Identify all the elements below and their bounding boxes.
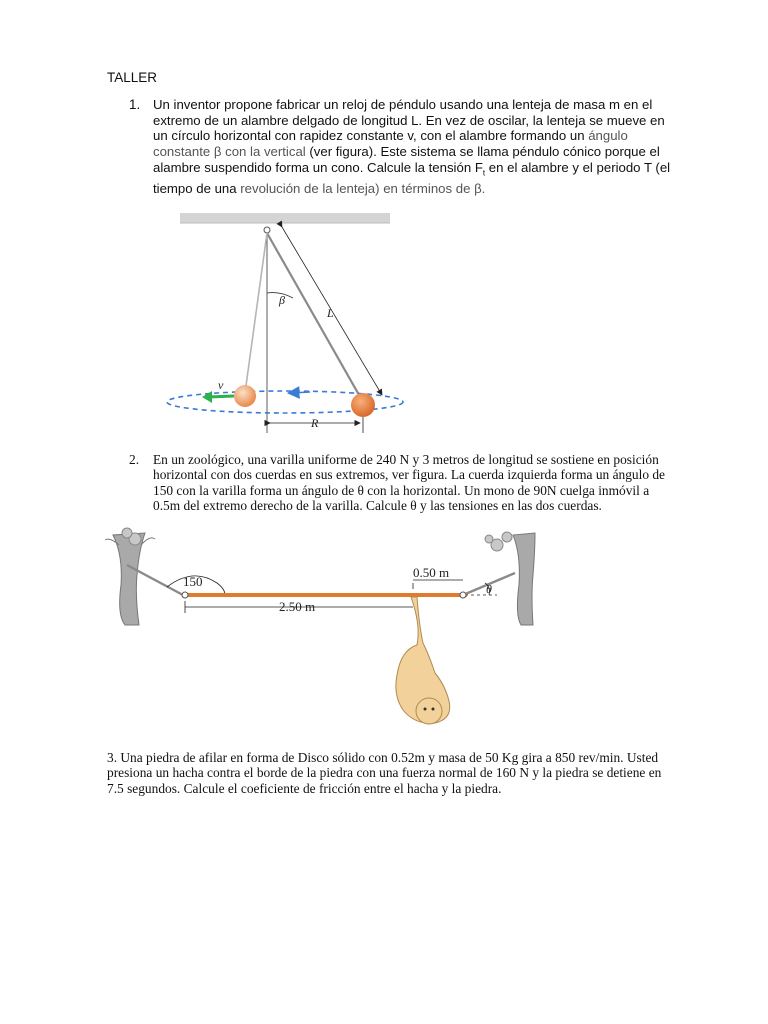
R-label: R xyxy=(311,416,319,430)
page-title: TALLER xyxy=(107,70,158,85)
bob-front xyxy=(351,393,375,417)
problem-2-text: En un zoológico, una varilla uniforme de 240 N y 3 metros de longitud se sostiene en posición horizontal con dos cuerdas en sus extremos, ver figura. La cuerda izquierda forma un ángulo de 150 con la varilla forma un ángulo de θ con la horizontal. Un mono de 90N cuelga inmóvil a 0.5m del extremo derecho de la varilla. Calcule θ y las tensiones en las dos cuerdas. xyxy=(153,452,666,514)
problem-1-text-c: (ver figura). Este sistema se llama péndulo cónico porque el alambre suspendido forma un cono. Calcule la tensión F xyxy=(153,144,660,175)
L-label: L xyxy=(327,306,334,320)
beta-label: β xyxy=(279,293,285,307)
ceiling xyxy=(180,213,390,223)
theta-label: θ xyxy=(486,582,492,596)
problem-2-number: 2. xyxy=(129,452,140,467)
problem-3-text: 3. Una piedra de afilar en forma de Disco sólido con 0.52m y masa de 50 Kg gira a 850 rev/min. Usted presiona un hacha contra el borde de la piedra con una fuerza normal de 160 N y la piedra se detiene en 7.5 segundos. Calcule el coeficiente de fricción entre el hacha y la piedra. xyxy=(107,750,662,796)
conical-pendulum-figure xyxy=(160,205,400,440)
angle-150-label: 150 xyxy=(183,574,203,589)
wire-back xyxy=(245,233,267,393)
velocity-label: v xyxy=(218,378,224,392)
problem-1-text-a: Un inventor propone fabricar un reloj de péndulo usando una lenteja de masa m en el extremo de un alambre delgado de longitud L. En vez de oscilar, la lenteja se mueve en un círculo horizontal con rapidez constante v, con el alambre formando un xyxy=(153,97,665,144)
right-tree xyxy=(485,532,535,625)
problem-1-subscript: t xyxy=(482,168,486,178)
wire xyxy=(267,233,363,402)
problem-1-text-d: en el alambre y el periodo T (el tiempo de una xyxy=(153,159,671,197)
problem-1-text-b: ángulo constante β con la vertical xyxy=(153,128,628,160)
dim-050-label: 0.50 m xyxy=(413,565,450,580)
rod xyxy=(183,593,467,597)
monkey-rod-figure xyxy=(105,525,535,735)
pivot xyxy=(264,227,270,233)
problem-1-text-e: revolución de la lenteja) en términos de β. xyxy=(240,181,486,197)
problem-1-number: 1. xyxy=(129,97,141,112)
problem-1-text xyxy=(153,97,673,197)
dim-250-label: 2.50 m xyxy=(279,599,316,614)
monkey xyxy=(396,597,450,724)
bob-back xyxy=(234,385,256,407)
